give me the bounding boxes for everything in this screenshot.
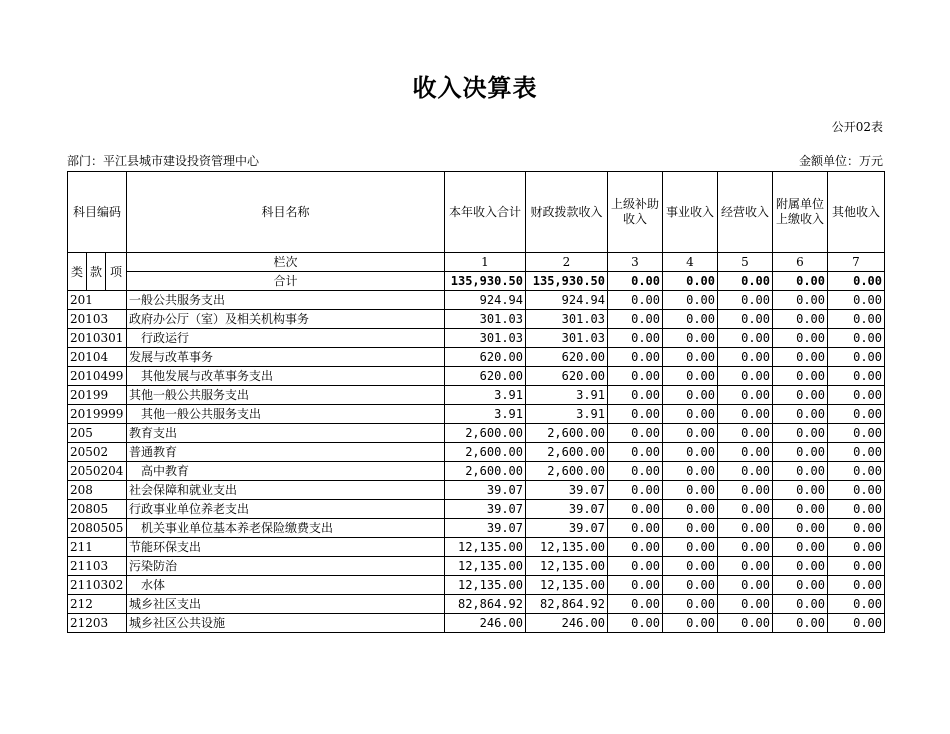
column-number: 6 — [773, 253, 828, 272]
value-cell: 0.00 — [718, 291, 773, 310]
header-col-5: 经营收入 — [718, 172, 773, 253]
value-cell: 0.00 — [608, 500, 663, 519]
table-row — [68, 500, 885, 519]
value-cell: 620.00 — [445, 348, 526, 367]
value-cell: 0.00 — [608, 519, 663, 538]
value-cell: 3.91 — [445, 386, 526, 405]
column-number: 5 — [718, 253, 773, 272]
subject-name: 机关事业单位基本养老保险缴费支出 — [127, 519, 445, 538]
table-row — [68, 424, 885, 443]
value-cell: 0.00 — [773, 443, 828, 462]
value-cell: 0.00 — [773, 595, 828, 614]
subject-code: 205 — [68, 424, 127, 443]
column-number: 4 — [663, 253, 718, 272]
subject-name: 城乡社区公共设施 — [127, 614, 445, 633]
subject-code: 2010301 — [68, 329, 127, 348]
value-cell: 12,135.00 — [445, 557, 526, 576]
value-cell: 12,135.00 — [445, 576, 526, 595]
value-cell: 0.00 — [773, 386, 828, 405]
value-cell: 0.00 — [608, 538, 663, 557]
value-cell: 0.00 — [663, 462, 718, 481]
unit-label: 金额单位：万元 — [798, 154, 883, 168]
value-cell: 0.00 — [828, 443, 885, 462]
value-cell: 82,864.92 — [445, 595, 526, 614]
value-cell: 620.00 — [445, 367, 526, 386]
value-cell: 0.00 — [608, 557, 663, 576]
value-cell: 0.00 — [718, 443, 773, 462]
value-cell: 0.00 — [828, 291, 885, 310]
subject-code: 2110302 — [68, 576, 127, 595]
subject-name: 水体 — [127, 576, 445, 595]
table-row — [68, 367, 885, 386]
report-title: 收入决算表 — [412, 74, 538, 102]
header-col-1: 本年收入合计 — [445, 172, 526, 253]
value-cell: 0.00 — [773, 538, 828, 557]
table-row — [68, 538, 885, 557]
value-cell: 0.00 — [828, 500, 885, 519]
value-cell: 0.00 — [718, 576, 773, 595]
value-cell: 0.00 — [828, 348, 885, 367]
value-cell: 620.00 — [526, 367, 608, 386]
value-cell: 0.00 — [718, 424, 773, 443]
value-cell: 0.00 — [828, 386, 885, 405]
value-cell: 0.00 — [718, 462, 773, 481]
department-label: 部门：平江县城市建设投资管理中心 — [67, 154, 260, 168]
total-row — [68, 272, 885, 291]
value-cell: 0.00 — [718, 348, 773, 367]
value-cell: 0.00 — [608, 367, 663, 386]
value-cell: 0.00 — [718, 386, 773, 405]
value-cell: 246.00 — [445, 614, 526, 633]
value-cell: 0.00 — [663, 576, 718, 595]
total-value: 0.00 — [773, 272, 828, 291]
value-cell: 2,600.00 — [526, 424, 608, 443]
value-cell: 0.00 — [608, 576, 663, 595]
header-col-7: 其他收入 — [828, 172, 885, 253]
subject-code: 2010499 — [68, 367, 127, 386]
header-kuan: 款 — [87, 253, 106, 291]
value-cell: 0.00 — [828, 557, 885, 576]
table-row — [68, 576, 885, 595]
value-cell: 0.00 — [608, 481, 663, 500]
value-cell: 0.00 — [663, 614, 718, 633]
column-order-row — [68, 253, 885, 272]
subject-code: 208 — [68, 481, 127, 500]
subject-name: 高中教育 — [127, 462, 445, 481]
value-cell: 12,135.00 — [526, 576, 608, 595]
value-cell: 0.00 — [773, 348, 828, 367]
subject-name: 一般公共服务支出 — [127, 291, 445, 310]
subject-code: 2050204 — [68, 462, 127, 481]
value-cell: 39.07 — [526, 481, 608, 500]
subject-code: 201 — [68, 291, 127, 310]
total-label: 合计 — [127, 272, 445, 291]
subject-code: 20805 — [68, 500, 127, 519]
column-number: 1 — [445, 253, 526, 272]
value-cell: 0.00 — [828, 576, 885, 595]
header-col-3: 上级补助收入 — [608, 172, 663, 253]
subject-code: 2019999 — [68, 405, 127, 424]
subject-name: 普通教育 — [127, 443, 445, 462]
subject-name: 行政事业单位养老支出 — [127, 500, 445, 519]
value-cell: 0.00 — [718, 595, 773, 614]
total-value: 0.00 — [608, 272, 663, 291]
value-cell: 0.00 — [828, 329, 885, 348]
value-cell: 12,135.00 — [526, 557, 608, 576]
subject-name: 其他一般公共服务支出 — [127, 386, 445, 405]
value-cell: 0.00 — [608, 405, 663, 424]
value-cell: 0.00 — [663, 367, 718, 386]
table-row — [68, 405, 885, 424]
subject-code: 211 — [68, 538, 127, 557]
value-cell: 0.00 — [663, 500, 718, 519]
value-cell: 301.03 — [445, 329, 526, 348]
value-cell: 3.91 — [445, 405, 526, 424]
value-cell: 82,864.92 — [526, 595, 608, 614]
total-value: 135,930.50 — [526, 272, 608, 291]
value-cell: 0.00 — [608, 291, 663, 310]
value-cell: 0.00 — [663, 424, 718, 443]
value-cell: 3.91 — [526, 405, 608, 424]
subject-name: 社会保障和就业支出 — [127, 481, 445, 500]
value-cell: 0.00 — [718, 481, 773, 500]
value-cell: 0.00 — [663, 405, 718, 424]
total-value: 0.00 — [663, 272, 718, 291]
value-cell: 0.00 — [663, 481, 718, 500]
value-cell: 0.00 — [828, 462, 885, 481]
header-col-2: 财政拨款收入 — [526, 172, 608, 253]
value-cell: 0.00 — [608, 424, 663, 443]
total-value: 0.00 — [718, 272, 773, 291]
value-cell: 0.00 — [718, 329, 773, 348]
table-row — [68, 310, 885, 329]
value-cell: 0.00 — [608, 386, 663, 405]
table-body — [68, 291, 885, 633]
value-cell: 3.91 — [526, 386, 608, 405]
total-value: 0.00 — [828, 272, 885, 291]
value-cell: 2,600.00 — [526, 462, 608, 481]
value-cell: 620.00 — [526, 348, 608, 367]
value-cell: 0.00 — [663, 519, 718, 538]
value-cell: 39.07 — [445, 500, 526, 519]
subject-code: 20103 — [68, 310, 127, 329]
value-cell: 0.00 — [608, 614, 663, 633]
value-cell: 0.00 — [773, 291, 828, 310]
value-cell: 0.00 — [718, 519, 773, 538]
value-cell: 0.00 — [773, 310, 828, 329]
value-cell: 0.00 — [773, 557, 828, 576]
value-cell: 39.07 — [445, 481, 526, 500]
value-cell: 39.07 — [445, 519, 526, 538]
subject-name: 行政运行 — [127, 329, 445, 348]
table-row — [68, 519, 885, 538]
value-cell: 0.00 — [773, 405, 828, 424]
value-cell: 0.00 — [663, 538, 718, 557]
value-cell: 0.00 — [773, 500, 828, 519]
value-cell: 0.00 — [663, 443, 718, 462]
value-cell: 0.00 — [663, 329, 718, 348]
value-cell: 0.00 — [718, 310, 773, 329]
value-cell: 924.94 — [526, 291, 608, 310]
subject-name: 节能环保支出 — [127, 538, 445, 557]
column-number: 3 — [608, 253, 663, 272]
subject-name: 其他一般公共服务支出 — [127, 405, 445, 424]
table-row — [68, 386, 885, 405]
column-order-label: 栏次 — [127, 253, 445, 272]
value-cell: 2,600.00 — [526, 443, 608, 462]
table-row — [68, 595, 885, 614]
value-cell: 0.00 — [663, 291, 718, 310]
value-cell: 0.00 — [608, 310, 663, 329]
subject-code: 20502 — [68, 443, 127, 462]
value-cell: 0.00 — [608, 462, 663, 481]
subject-code: 21103 — [68, 557, 127, 576]
value-cell: 12,135.00 — [445, 538, 526, 557]
value-cell: 0.00 — [718, 405, 773, 424]
table-row — [68, 348, 885, 367]
value-cell: 0.00 — [663, 348, 718, 367]
value-cell: 0.00 — [828, 614, 885, 633]
value-cell: 0.00 — [773, 519, 828, 538]
value-cell: 0.00 — [608, 443, 663, 462]
table-row — [68, 443, 885, 462]
table-row — [68, 291, 885, 310]
value-cell: 0.00 — [718, 614, 773, 633]
value-cell: 924.94 — [445, 291, 526, 310]
value-cell: 0.00 — [773, 462, 828, 481]
subject-name: 教育支出 — [127, 424, 445, 443]
value-cell: 0.00 — [718, 367, 773, 386]
form-id: 公开02表 — [831, 120, 883, 134]
value-cell: 39.07 — [526, 500, 608, 519]
value-cell: 12,135.00 — [526, 538, 608, 557]
column-number: 2 — [526, 253, 608, 272]
subject-code: 21203 — [68, 614, 127, 633]
value-cell: 39.07 — [526, 519, 608, 538]
value-cell: 0.00 — [773, 367, 828, 386]
header-name: 科目名称 — [127, 172, 445, 253]
table-row — [68, 614, 885, 633]
value-cell: 0.00 — [608, 329, 663, 348]
value-cell: 301.03 — [526, 310, 608, 329]
value-cell: 0.00 — [773, 329, 828, 348]
header-row — [68, 172, 885, 253]
subject-name: 政府办公厅（室）及相关机构事务 — [127, 310, 445, 329]
value-cell: 0.00 — [718, 500, 773, 519]
value-cell: 0.00 — [828, 424, 885, 443]
total-value: 135,930.50 — [445, 272, 526, 291]
value-cell: 0.00 — [828, 538, 885, 557]
value-cell: 0.00 — [663, 310, 718, 329]
table-header — [68, 172, 885, 291]
value-cell: 0.00 — [773, 481, 828, 500]
value-cell: 2,600.00 — [445, 443, 526, 462]
subject-name: 其他发展与改革事务支出 — [127, 367, 445, 386]
table-row — [68, 329, 885, 348]
value-cell: 0.00 — [773, 614, 828, 633]
table-row — [68, 481, 885, 500]
value-cell: 0.00 — [828, 519, 885, 538]
value-cell: 0.00 — [608, 348, 663, 367]
value-cell: 0.00 — [663, 595, 718, 614]
subject-name: 污染防治 — [127, 557, 445, 576]
subject-code: 2080505 — [68, 519, 127, 538]
value-cell: 0.00 — [828, 310, 885, 329]
income-table — [67, 171, 885, 633]
subject-code: 20104 — [68, 348, 127, 367]
value-cell: 0.00 — [773, 424, 828, 443]
value-cell: 2,600.00 — [445, 424, 526, 443]
column-number: 7 — [828, 253, 885, 272]
value-cell: 0.00 — [608, 595, 663, 614]
header-col-6: 附属单位上缴收入 — [773, 172, 828, 253]
header-lei: 类 — [68, 253, 87, 291]
value-cell: 0.00 — [828, 481, 885, 500]
value-cell: 0.00 — [828, 367, 885, 386]
header-col-4: 事业收入 — [663, 172, 718, 253]
value-cell: 0.00 — [718, 557, 773, 576]
header-code: 科目编码 — [68, 172, 127, 253]
subject-name: 发展与改革事务 — [127, 348, 445, 367]
value-cell: 0.00 — [663, 557, 718, 576]
value-cell: 0.00 — [718, 538, 773, 557]
subject-code: 212 — [68, 595, 127, 614]
header-xiang: 项 — [106, 253, 127, 291]
value-cell: 0.00 — [828, 405, 885, 424]
value-cell: 246.00 — [526, 614, 608, 633]
table-row — [68, 462, 885, 481]
value-cell: 2,600.00 — [445, 462, 526, 481]
value-cell: 0.00 — [663, 386, 718, 405]
value-cell: 301.03 — [526, 329, 608, 348]
value-cell: 301.03 — [445, 310, 526, 329]
value-cell: 0.00 — [828, 595, 885, 614]
subject-name: 城乡社区支出 — [127, 595, 445, 614]
table-row — [68, 557, 885, 576]
subject-code: 20199 — [68, 386, 127, 405]
value-cell: 0.00 — [773, 576, 828, 595]
